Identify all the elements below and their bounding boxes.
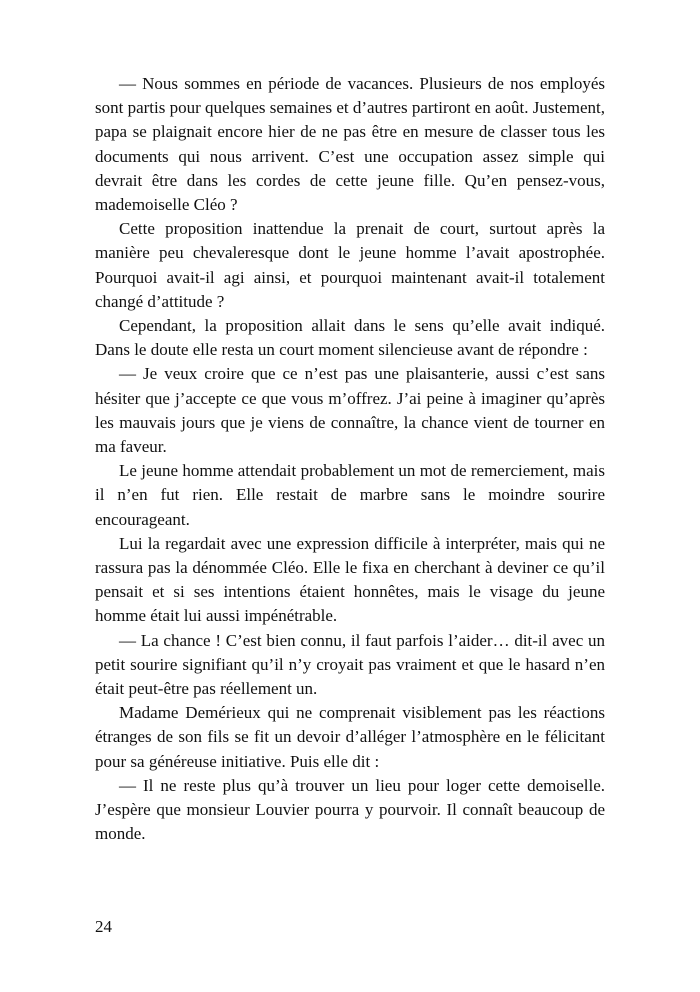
paragraph-4: — Je veux croire que ce n’est pas une plaisanterie, aussi c’est sans hésiter que j’accepte ce que vous m’offrez. J’ai peine à imaginer qu’après les mauvais jours que je viens de connaître, la chance vient de tourner en ma faveur. [95,364,605,457]
paragraph-5: Le jeune homme attendait probablement un mot de remerciement, mais il n’en fut rien. Elle restait de marbre sans le moindre sourire encourageant. [95,461,605,529]
paragraph-1: — Nous sommes en période de vacances. Plusieurs de nos employés sont partis pour quelques semaines et d’autres partiront en août. Justement, papa se plaignait encore hier de ne pas être en mesure de classer tous les documents qui nous arrivent. C’est une occupation assez simple qui devrait être dans les cordes de cette jeune fille. Qu’en pensez-vous, mademoiselle Cléo ? [95,74,605,215]
paragraph-9: — Il ne reste plus qu’à trouver un lieu pour loger cette demoiselle. J’espère que monsieur Louvier pourra y pourvoir. Il connaît beaucoup de monde. [95,775,605,844]
page-body [95,72,605,847]
page-number: 24 [95,917,112,936]
paragraph-6: Lui la regardait avec une expression difficile à interpréter, mais qui ne rassura pas la dénommée Cléo. Elle le fixa en cherchant à deviner ce qu’il pensait et si ses intentions étaient honnêtes, mais le visage du jeune homme était lui aussi impénétrable. [95,533,605,626]
paragraph-8: Madame Demérieux qui ne comprenait visiblement pas les réactions étranges de son fils se fit un devoir d’alléger l’atmosphère en le félicitant pour sa généreuse initiative. Puis elle dit : [95,703,605,771]
paragraph-2: Cette proposition inattendue la prenait de court, surtout après la manière peu chevaleresque dont le jeune homme l’avait apostrophée. Pourquoi avait-il agi ainsi, et pourquoi maintenant avait-il totalement changé d’attitude ? [95,219,605,311]
paragraph-7: — La chance ! C’est bien connu, il faut parfois l’aider… dit-il avec un petit sourire signifiant qu’il n’y croyait pas vraiment et que le hasard n’en était peut-être pas réellement un. [95,630,605,699]
paragraph-3: Cependant, la proposition allait dans le sens qu’elle avait indiqué. Dans le doute elle resta un court moment silencieuse avant de répondre : [95,316,605,360]
